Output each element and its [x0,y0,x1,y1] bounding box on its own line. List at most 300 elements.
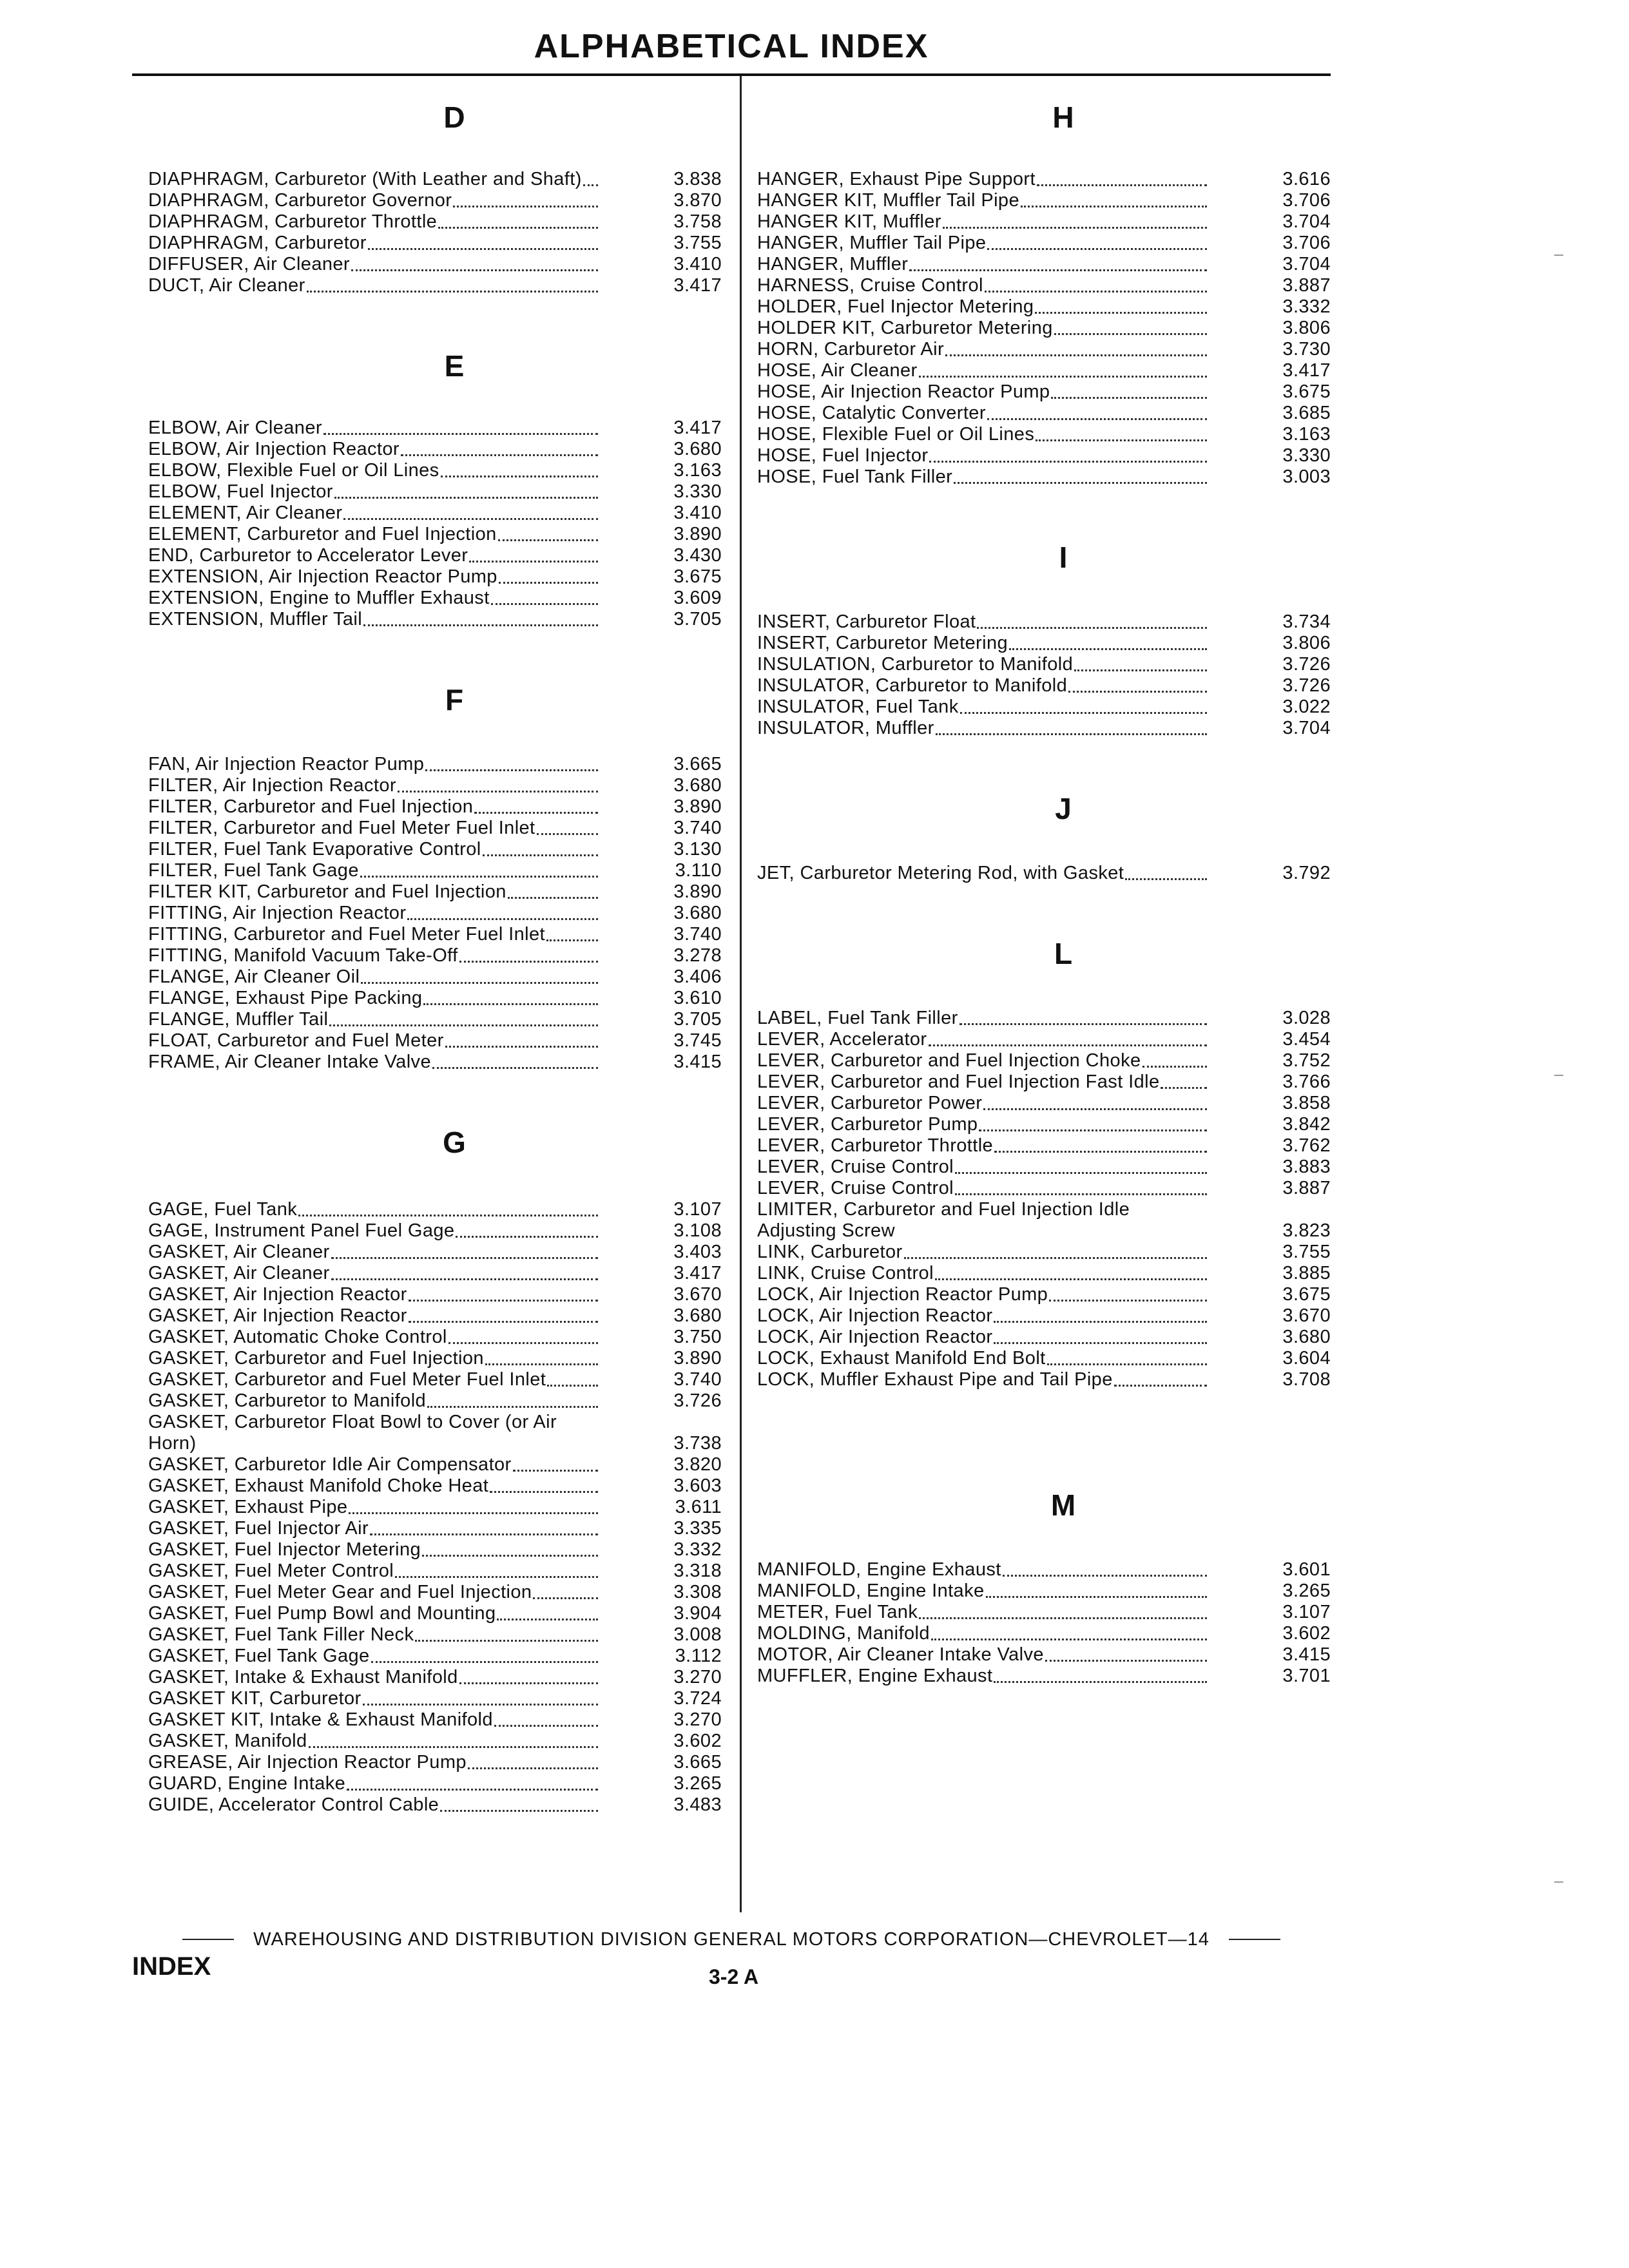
dot-leader [983,1108,1207,1110]
dot-leader [945,354,1207,356]
entry-label-wrap [148,966,599,988]
column-divider [740,76,742,1912]
entry-label-wrap [148,1497,599,1518]
index-entry [757,233,1337,254]
entry-label: HANGER KIT, Muffler Tail Pipe [757,190,1019,211]
entry-page-ref: 3.108 [673,1220,722,1241]
dot-leader [494,1725,598,1727]
entry-label-wrap [148,588,599,609]
entry-page-ref: 3.890 [673,881,722,902]
entry-page-ref: 3.792 [1282,863,1331,883]
entry-label: ELBOW, Flexible Fuel or Oil Lines [148,460,439,481]
entry-label: GASKET, Fuel Meter Gear and Fuel Injection [148,1582,532,1602]
entry-label: ELBOW, Air Cleaner [148,418,322,438]
index-entry [148,418,728,439]
dot-leader [423,1003,598,1005]
entry-label: FILTER KIT, Carburetor and Fuel Injection [148,881,506,902]
dot-leader [361,982,598,984]
index-entry [148,233,728,254]
entry-label: GASKET, Exhaust Manifold Choke Heat [148,1475,489,1496]
entry-label-wrap [757,318,1208,339]
entry-label: FILTER, Air Injection Reactor [148,775,396,796]
dot-leader [1009,648,1207,650]
entry-page-ref: 3.163 [1282,424,1331,445]
entry-label: LEVER, Carburetor and Fuel Injection Fast Idle [757,1072,1160,1092]
index-entry [148,460,728,481]
entry-page-ref: 3.701 [1282,1666,1331,1686]
index-entry [148,1582,728,1603]
index-entry [148,796,728,818]
entry-label-wrap [757,718,1208,739]
section-e-entries [148,418,728,630]
index-entry [757,863,1337,884]
index-entry [757,403,1337,424]
entry-label-wrap [757,275,1208,296]
page-title: ALPHABETICAL INDEX [534,28,929,65]
index-entry [148,1242,728,1263]
index-entry [757,1008,1337,1029]
dot-leader [929,461,1207,463]
section-letter-g: G [443,1126,466,1159]
entry-label-wrap [757,1305,1208,1327]
dot-leader [298,1215,598,1216]
index-entry [148,1752,728,1773]
index-entry [757,1242,1337,1263]
entry-label: INSULATOR, Muffler [757,718,934,738]
dot-leader [1114,1385,1207,1387]
section-letter-m: M [1050,1488,1076,1522]
entry-label-wrap [148,460,599,481]
dot-leader [546,939,598,941]
entry-label-wrap [757,1666,1208,1687]
entry-page-ref: 3.335 [673,1518,722,1539]
entry-label: HANGER KIT, Muffler [757,211,941,232]
entry-page-ref: 3.726 [673,1390,722,1411]
entry-label: GAGE, Fuel Tank [148,1199,298,1220]
section-j-entries [757,863,1337,884]
entry-page-ref: 3.758 [673,211,722,232]
entry-label: HARNESS, Cruise Control [757,275,983,296]
entry-label: DIAPHRAGM, Carburetor (With Leather and Shaft) [148,169,582,189]
index-entry [148,1220,728,1242]
dot-leader [469,561,598,562]
dot-leader [459,961,598,963]
index-entry [757,254,1337,275]
entry-page-ref: 3.265 [673,1773,722,1794]
entry-label-wrap [757,445,1208,466]
index-entry [148,439,728,460]
entry-label: GUIDE, Accelerator Control Cable [148,1794,439,1815]
dot-leader [533,1597,598,1599]
entry-page-ref: 3.008 [673,1624,722,1645]
index-entry [148,1518,728,1539]
index-entry [757,675,1337,697]
entry-label: HOSE, Catalytic Converter [757,403,986,423]
entry-label: METER, Fuel Tank [757,1602,918,1622]
entry-page-ref: 3.706 [1282,233,1331,253]
dot-leader [422,1555,598,1557]
index-entry [757,1581,1337,1602]
entry-label-wrap [148,1052,599,1073]
entry-page-ref: 3.726 [1282,654,1331,675]
entry-label-wrap [148,839,599,860]
entry-page-ref: 3.028 [1282,1008,1331,1028]
entry-label-wrap [148,796,599,818]
index-entry [757,466,1337,488]
index-entry [148,881,728,903]
entry-page-ref: 3.890 [673,1348,722,1369]
entry-label: LEVER, Cruise Control [757,1178,954,1198]
section-i-entries [757,611,1337,739]
index-entry [757,296,1337,318]
index-entry [148,1646,728,1667]
dot-leader [943,227,1207,229]
entry-label: EXTENSION, Engine to Muffler Exhaust [148,588,490,608]
index-entry [757,381,1337,403]
entry-label: GASKET KIT, Carburetor [148,1688,361,1709]
entry-page-ref: 3.766 [1282,1072,1331,1092]
entry-label-wrap [148,945,599,966]
entry-page-ref: 3.670 [1282,1305,1331,1326]
index-entry [148,1709,728,1731]
entry-page-ref: 3.685 [1282,403,1331,423]
entry-page-ref: 3.611 [675,1497,722,1517]
entry-label: INSERT, Carburetor Float [757,611,976,632]
entry-label-wrap [148,754,599,775]
entry-page-ref: 3.406 [673,966,722,987]
entry-label-wrap [148,275,599,296]
entry-label-wrap [148,1263,599,1284]
entry-label: GREASE, Air Injection Reactor Pump [148,1752,467,1773]
entry-label: GASKET, Carburetor Float Bowl to Cover (or Air Horn) [148,1412,557,1454]
entry-label: ELBOW, Air Injection Reactor [148,439,400,459]
entry-page-ref: 3.745 [673,1030,722,1051]
index-entry [757,211,1337,233]
dot-leader [331,1257,598,1259]
entry-label-wrap [757,1178,1208,1199]
entry-page-ref: 3.665 [673,1752,722,1773]
entry-page-ref: 3.332 [1282,296,1331,317]
section-f-entries [148,754,728,1073]
entry-label-wrap [148,503,599,524]
entry-label-wrap [148,545,599,566]
entry-label: LOCK, Exhaust Manifold End Bolt [757,1348,1046,1369]
index-entry [757,318,1337,339]
entry-label-wrap [148,1624,599,1646]
dot-leader [987,248,1207,250]
entry-label: DIAPHRAGM, Carburetor [148,233,367,253]
entry-page-ref: 3.454 [1282,1029,1331,1050]
dot-leader [370,1533,598,1535]
dot-leader [979,1129,1207,1131]
dot-leader [329,1024,598,1026]
entry-label: GASKET, Carburetor and Fuel Injection [148,1348,484,1369]
entry-label-wrap [757,1559,1208,1581]
index-entry [148,903,728,924]
entry-label: FILTER, Carburetor and Fuel Injection [148,796,474,817]
entry-label: INSERT, Carburetor Metering [757,633,1008,653]
entry-page-ref: 3.602 [673,1731,722,1751]
entry-page-ref: 3.680 [673,439,722,459]
entry-page-ref: 3.330 [1282,445,1331,466]
index-entry [148,1284,728,1305]
dot-leader [513,1470,598,1472]
entry-label: DIFFUSER, Air Cleaner [148,254,350,274]
index-entry [148,1009,728,1030]
entry-label: GAGE, Instrument Panel Fuel Gage [148,1220,455,1241]
entry-label-wrap [757,1284,1208,1305]
dot-leader [468,1767,598,1769]
entry-label: GASKET, Fuel Injector Air [148,1518,369,1539]
entry-label-wrap [148,860,599,881]
entry-label: GASKET, Fuel Tank Filler Neck [148,1624,414,1645]
entry-label-wrap [757,1199,1208,1242]
dot-leader [448,1342,598,1344]
dot-leader [498,539,598,541]
dot-leader [935,1278,1207,1280]
index-entry [757,1263,1337,1284]
entry-label: EXTENSION, Air Injection Reactor Pump [148,566,497,587]
index-entry [757,360,1337,381]
index-entry [757,633,1337,654]
entry-label-wrap [757,611,1208,633]
entry-label-wrap [757,1602,1208,1623]
entry-page-ref: 3.704 [1282,254,1331,274]
entry-label: GASKET, Carburetor to Manifold [148,1390,427,1411]
section-h-entries [757,169,1337,488]
index-entry [757,1369,1337,1390]
entry-page-ref: 3.417 [673,418,722,438]
entry-page-ref: 3.675 [673,566,722,587]
dot-leader [323,433,598,435]
entry-label-wrap [757,675,1208,697]
dot-leader [425,769,598,771]
margin-mark [1554,1075,1563,1076]
section-letter-e: E [444,349,465,383]
entry-page-ref: 3.410 [673,503,722,523]
entry-label-wrap [148,1284,599,1305]
entry-page-ref: 3.675 [1282,381,1331,402]
index-entry [148,860,728,881]
entry-page-ref: 3.726 [1282,675,1331,696]
entry-page-ref: 3.890 [673,796,722,817]
index-entry [757,1666,1337,1687]
index-entry [757,190,1337,211]
dot-leader [363,1704,598,1706]
entry-label: EXTENSION, Muffler Tail [148,609,363,629]
entry-label-wrap [757,1050,1208,1072]
dot-leader [508,897,598,899]
index-entry [148,588,728,609]
index-entry [148,1369,728,1390]
dot-leader [343,518,598,520]
index-entry [148,1030,728,1052]
entry-page-ref: 3.003 [1282,466,1331,487]
entry-page-ref: 3.130 [673,839,722,860]
section-g-entries [148,1199,728,1816]
entry-label-wrap [757,381,1208,403]
entry-page-ref: 3.670 [673,1284,722,1305]
entry-page-ref: 3.734 [1282,611,1331,632]
entry-page-ref: 3.616 [1282,169,1331,189]
entry-page-ref: 3.762 [1282,1135,1331,1156]
entry-label-wrap [757,863,1208,884]
entry-label: LOCK, Air Injection Reactor Pump [757,1284,1048,1305]
entry-label-wrap [148,1794,599,1816]
entry-label-wrap [148,1752,599,1773]
dot-leader [349,1512,598,1514]
entry-page-ref: 3.904 [673,1603,722,1624]
index-entry [757,697,1337,718]
index-entry [148,818,728,839]
entry-label: HANGER, Exhaust Pipe Support [757,169,1036,189]
entry-page-ref: 3.332 [673,1539,722,1560]
dot-leader [1142,1066,1208,1068]
dot-leader [977,627,1207,629]
entry-label-wrap [148,1327,599,1348]
entry-label-wrap [148,566,599,588]
entry-label: LIMITER, Carburetor and Fuel Injection Idle Adjusting Screw [757,1199,1130,1241]
entry-label: MUFFLER, Engine Exhaust [757,1666,993,1686]
dot-leader [331,1278,598,1280]
index-entry [148,1773,728,1794]
index-entry [148,503,728,524]
entry-label: HOSE, Fuel Tank Filler [757,466,953,487]
index-entry [757,1157,1337,1178]
dot-leader [994,1321,1207,1323]
dot-leader [360,876,598,878]
section-letter-i: I [1059,541,1068,574]
entry-label-wrap [148,1009,599,1030]
entry-page-ref: 3.318 [673,1561,722,1581]
dot-leader [583,184,598,186]
entry-label-wrap [757,190,1208,211]
entry-label: GASKET, Air Injection Reactor [148,1305,407,1326]
index-entry [148,1348,728,1369]
entry-label-wrap [148,775,599,796]
dot-leader [453,206,598,207]
dot-leader [401,454,598,456]
dot-leader [474,812,598,814]
entry-label-wrap [757,1072,1208,1093]
entry-label-wrap [148,988,599,1009]
entry-label-wrap [757,1029,1208,1050]
footer-text: WAREHOUSING AND DISTRIBUTION DIVISION GENERAL MOTORS CORPORATION—CHEVROLET—14 [253,1928,1210,1950]
entry-label: GASKET, Carburetor Idle Air Compensator [148,1454,512,1475]
entry-page-ref: 3.680 [673,1305,722,1326]
entry-label: DIAPHRAGM, Carburetor Governor [148,190,452,211]
index-entry [148,1052,728,1073]
dot-leader [1054,333,1207,335]
entry-page-ref: 3.665 [673,754,722,774]
entry-label-wrap [148,481,599,503]
index-entry [757,718,1337,739]
index-entry [148,190,728,211]
dot-leader [307,291,598,293]
entry-label-wrap [757,339,1208,360]
index-entry [757,1135,1337,1157]
dot-leader [537,833,598,835]
entry-label-wrap [757,1135,1208,1157]
entry-label: GASKET, Air Cleaner [148,1242,330,1262]
entry-page-ref: 3.842 [1282,1114,1331,1135]
entry-label: FLANGE, Muffler Tail [148,1009,329,1030]
entry-page-ref: 3.887 [1282,275,1331,296]
entry-label-wrap [757,296,1208,318]
entry-label: GASKET, Exhaust Pipe [148,1497,348,1517]
entry-page-ref: 3.675 [1282,1284,1331,1305]
index-entry [148,1475,728,1497]
entry-page-ref: 3.483 [673,1794,722,1815]
entry-page-ref: 3.890 [673,524,722,544]
entry-label: LINK, Carburetor [757,1242,903,1262]
entry-label-wrap [757,1348,1208,1369]
dot-leader [363,624,598,626]
entry-page-ref: 3.704 [1282,718,1331,738]
entry-page-ref: 3.270 [673,1709,722,1730]
index-entry [757,1072,1337,1093]
entry-label-wrap [148,818,599,839]
entry-label-wrap [148,1731,599,1752]
entry-label: LOCK, Air Injection Reactor [757,1327,993,1347]
entry-label-wrap [148,1030,599,1052]
entry-label-wrap [757,1157,1208,1178]
entry-label-wrap [148,1518,599,1539]
dot-leader [459,1682,598,1684]
entry-page-ref: 3.680 [1282,1327,1331,1347]
entry-label: FLANGE, Exhaust Pipe Packing [148,988,423,1008]
entry-label: LEVER, Carburetor and Fuel Injection Choke [757,1050,1141,1071]
entry-page-ref: 3.870 [673,190,722,211]
entry-label-wrap [148,1454,599,1475]
entry-page-ref: 3.270 [673,1667,722,1687]
entry-label: LINK, Cruise Control [757,1263,934,1283]
entry-label: FAN, Air Injection Reactor Pump [148,754,425,774]
entry-label-wrap [148,924,599,945]
entry-page-ref: 3.704 [1282,211,1331,232]
entry-label: LEVER, Cruise Control [757,1157,954,1177]
page-number: 3-2 A [709,1965,759,1988]
entry-page-ref: 3.752 [1282,1050,1331,1071]
entry-label: GASKET, Fuel Injector Metering [148,1539,421,1560]
entry-label: GASKET, Air Injection Reactor [148,1284,407,1305]
entry-label-wrap [148,190,599,211]
entry-label-wrap [148,1348,599,1369]
entry-label: GASKET, Fuel Pump Bowl and Mounting [148,1603,496,1624]
dot-leader [1047,1363,1207,1365]
entry-label: FITTING, Air Injection Reactor [148,903,407,923]
entry-label-wrap [148,1603,599,1624]
entry-page-ref: 3.680 [673,775,722,796]
dot-leader [929,1044,1208,1046]
index-entry [148,1667,728,1688]
index-entry [757,1284,1337,1305]
dot-leader [994,1342,1207,1344]
dot-leader [398,791,598,793]
entry-label-wrap [757,1263,1208,1284]
dot-leader [483,854,598,856]
entry-label: INSULATOR, Carburetor to Manifold [757,675,1068,696]
entry-label-wrap [757,1369,1208,1390]
entry-page-ref: 3.330 [673,481,722,502]
entry-label-wrap [148,1539,599,1561]
dot-leader [994,1681,1207,1683]
index-entry [148,1390,728,1412]
dot-leader [441,476,598,477]
entry-label: GUARD, Engine Intake [148,1773,346,1794]
entry-label-wrap [148,1412,599,1454]
entry-label-wrap [757,466,1208,488]
